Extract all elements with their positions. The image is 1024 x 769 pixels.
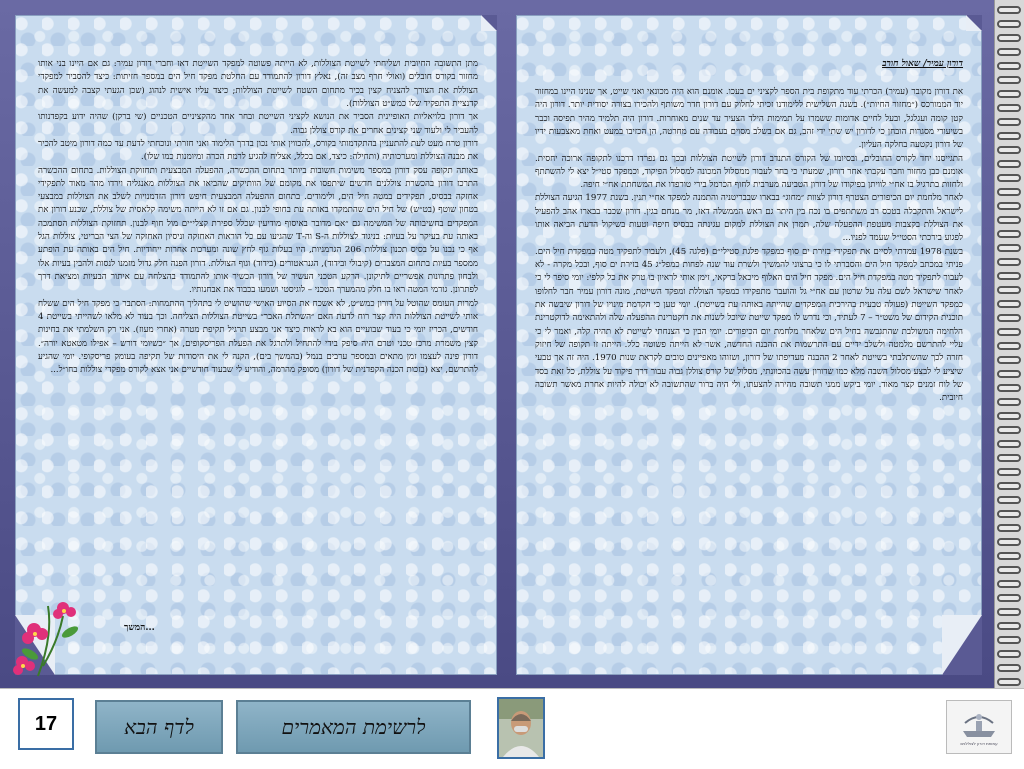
spiral-ring [997,188,1021,196]
right-page-text [535,58,963,598]
spiral-ring [997,230,1021,238]
spiral-ring [997,20,1021,28]
spiral-ring [997,454,1021,462]
navy-association-logo-icon[interactable] [946,700,1012,754]
spiral-ring [997,48,1021,56]
spiral-ring [997,160,1021,168]
spiral-ring [997,202,1021,210]
flowers-icon [8,596,88,680]
article-byline: דורון עמיר/ שאול חורב [882,59,963,69]
page-corner-fold [942,615,982,675]
spiral-ring [997,216,1021,224]
spiral-ring [997,468,1021,476]
spiral-ring [997,412,1021,420]
article-list-button[interactable]: לרשימת המאמרים [236,700,471,754]
spiral-ring [997,6,1021,14]
spiral-ring [997,258,1021,266]
paragraph: בשנת 1978 עמדתי לסיים את תפקידי בזירת ים סוף כמפקד פלגת סטילי״ם (פלגה 45), ולעבור לתפקיד מטה במפקדת חיל הים. פניתי במכתב למפקד חיל הים והסברתי לו כי ברצוני להמשיך ולשרת עוד שנה לפחות כמפל״ג 45 בזירת ים סוף, ובכל מקרה - לא לעבור לתפקיד מטה במפקדת חיל הים. מפקד חיל הים האלוף מיכאל ברקאי, זימן אותי לראיון בו טרק את כל קלפי: יומי סיפר לי כי לאחר שישראל לשם עלה על שרטון עם אח״י גל והועבר מתפקידו כמפקד הצוללת ומפקד השייטת, מונה דורון עמיר חבר לחלופו כמפקד השייטת (פעולה טבעית בהירכית המפקדים שהייתה באותה עת בשייטת). יומי טען כי הקדמת מינויו של דורון שיבשה את תוכנית הקידום של משט״ר – 7 לעתיד, וכי נדרש לו מפקד שייטת שיוכל לשנות את דוקטרינת ההפעלה שלה ולהתאימה לדוקטרינת הלחימה המשולבת שהתגבשה בחיל הים שלאחר מלחמת יום הכיפורים. יומי הבין כי הצנחתי לשייטת לא תהיה קלה, ואמר לי כי עליי להתרשם מלמטה ולשלב ידיים עם התרשמות את ההבנה החדשה, אשר לא הייתה פשוטה כלל. הייתה זו תקופה של חיזוק חזרה לכך שהשתלבתי בשייטת לאחר 2 ההבנה מעדיפתו של דורון, ושזוהו מאפיינים טובים לקראת שנות 1970. היה זה אך טבעי שיציע לי לבצע מסלול השבה מלא כמו שדורון עשה בהכוונתי, מסלול של קורס צוללן גבוה עבור דרך פיקוד על צוללת, כל זאת בסד של לוח זמנים קצר מאוד. יומי ביקש ממני תשובה מהירה להצעתו, ולי היה ברור שהתשובה לא יכולה להיות אחרת מאשר תשובה חיובית. [535,246,963,404]
spiral-ring [997,76,1021,84]
spiral-ring [997,328,1021,336]
paragraph: מתן התשובה החיובית ושליחתי לשייטת הצוללות, לא הייתה פשוטה למפקד השייטת דאז וחברי דורון עמיר: גם אם היינו בני אותו מחזור בקורס חובלים (ואולי חרף מצב זה), נאלץ דורון להתמודד עם החלטת מפקד חיל הים במספר חזיתות: כיצד להסביר למפקדי הצוללת את הצורך להצניח קצין בכיר מתחום השטח לשייטת הצוללות; כיצד עליו אישית לנהוג (שכן הגעתי קצבה למעשה את קדנציית התפקיד שלו כמש״ט הצוללות). [38,59,478,109]
spiral-ring [997,118,1021,126]
spiral-ring [997,524,1021,532]
spiral-ring [997,146,1021,154]
spiral-ring [997,538,1021,546]
spiral-ring [997,300,1021,308]
spiral-ring [997,104,1021,112]
left-page-text [38,58,478,593]
spiral-ring [997,34,1021,42]
spiral-ring [997,664,1021,672]
spiral-ring [997,440,1021,448]
next-page-button[interactable]: לדף הבא [95,700,223,754]
spiral-ring [997,90,1021,98]
paragraph: אך דורון בלויאליות האופיינית הסביר את הנושא לקציני השייטת ובחר אחד מהקציניים הטכניים (שי ברקן) שהיה ידוע בקפדנותו להעביר לי ולעוד שני קצינים אחרים את קורס צוללן גבוה. [38,112,478,136]
spiral-ring [997,608,1021,616]
spiral-ring [997,566,1021,574]
spiral-ring [997,174,1021,182]
spiral-binding [994,0,1024,688]
paragraph: התגייסנו יחד לקורס החובלים, ובסיומו של הקורס התנדב דורון לשייטת הצוללות ובכך גם נפרדו דרכנו לתקופה ארוכה יחסית. אומנם כבן מחזור וחבר עקבתי אחר דורון, שמעתי כי בחר לעבור ממסלול המכונה למסלול הפיקוד, וכמפקד סטי״ל יצא לי להשתתף ולחזות בתרגיל בו אח״י לוויתן בפיקודו של דורון הטביעה מערבית לחוף הכרמל בירי טורפדו את המשחתת אח״י חיפה. [535,153,963,191]
paragraph: דורון טרח מעט לעת להתעניין בהתקדמותי בקורס, להכווין אותי נכון בדרך הלימוד ואני חזרתי ונוכחתי לדעת עד כמה דורון מיטב להכיר את מבנה הצוללת ומערכותיה (ותחילה: כיצד, אם בכלל, אצליח להגיע לרמת הכרה ומיומנות כמו שלו). [38,138,478,163]
spiral-ring [997,650,1021,658]
paragraph: באותה תקופה עסק דורון במספר משימות חשובות ביותר בתחום ההכשרה, ההפעלה המבצעית ותחזוקת הצוללות. בתחום ההכשרה התרכז דורון בהכשרת צוללנים חדשים שיתפסו את מקומם של הוותיקים שהביאו את הצוללות מאנגליה וירדו מהר מאוד לתפקידי אחזקה בבסיס, תפקידים במטה חיל הים, ולימודים. בתחום ההפעלה המבצעית חיפש דורון הזדמנויות לשלב את הצוללות במבצעי בטחון שוטף (בט״ש) של חיל הים שהתמקדו באותה עת בחופי לבנון. גם אם זו לא הייתה משימה קלאסית של צוללת, שכנע דורון את המפקדים בחשיבותה של המשימה גם ״אם מדובר באיסוף מודיעין שכלל ספירת קצלי״ים מול חוף לבנון. תחזוקת הצוללות הסתמכה באותה עת בעיקר על בעיות: בניגוד לצוללות ה-S וה-T שהגיעו עם כל הוראות האחזקה וניסיון האחזקה של הצי הבריטי, צוללות הגל אף כי נבנו על בסיס תכנון צוללות 206 הגרמניות, היו בעלות גוף לחץ שונה ומערכות אחרות ייחודיות. חיל הים באותה עת הופתע ממספר בעיות בתחום המצברים (קיבולי ובידוד), הגנראטורים (בידוד) וגוף הצוללת. דורון הפנה חלק גדול מזמנו לנסות ולהבין בעיות אלו ולבחון פתרונות אפשריים לתיקונן. הרקע הטכני העשיר של דורון הכשיר אותו להתמודד בהצלחה עם איתור הבעיות ומציאת דרך לפתרונן. גורמי המטה ראו בו חלק מהמערך הטכני – לוגיסטי ושמעו בכבוד את אבחנותיו. [38,165,478,296]
page-number: 17 [18,698,74,750]
paragraph: לאחר מלחמת יום הכיפורים הצטרף דורון לצוות ״מחוג״ בבארו שבבריטניה והתמנה למפקד אח״י תנין. בשנת 1977 הגיעה הצוללת לישראל והתקבלה בטכס רב משתתפים בו נכח בין היתר גם ראש הממשלה דאז, מר מנחם בגין. דורון שכבר בבארו אהב להפעיל את הצוללת בקצבות מעטפת ההפעלה שלה, תמרן את הצוללת למקום עגינתה בבסיס חיפה וטעות בשיקול הדעת הביאה אותו לפגוע בירכתי הסטי״ל שעמד לפניו... [535,193,963,244]
spiral-ring [997,594,1021,602]
page-corner-fold [966,15,982,31]
spiral-ring [997,342,1021,350]
spiral-ring [997,636,1021,644]
logo-caption: עמותת דורון לצוללנים [960,740,998,746]
portrait-photo-icon [497,697,545,759]
continue-label: המשך... [124,623,155,633]
spiral-ring [997,398,1021,406]
spiral-ring [997,510,1021,518]
spiral-ring [997,482,1021,490]
right-page [516,15,982,675]
paragraph: את דורון מקובר (עמיר) הכרתי עוד מתקופת בית הספר לקציני ים בעכו. אומנם הוא היה מכונאי ואני שייט, אך שנינו היינו במחזור יוד הממורכס (״מחזור החיות״). בשנה השלישית ללימודנו זכיתי לחלוק עם דורון חדר משותף ולהכירו בצורה יסודית יותר. דורון היה קטן קומה ועגלגל, ובעל לחיים אדומות ששמרו על תמימות הילד הצעיר עד שנים מאוחרות. דורון היה תלמיד מהיר תפיסה וכבר בשיעורי מסגרות הובחן כי לדורון יש שתי ידי זהב, גם אם בשלב מסוים בעבודה עם מחרטה, הן הכזיבו במעט ואחת מאצבעות ידיו של דורון נקטעה בחלקה העליון. [535,86,963,151]
spiral-ring [997,580,1021,588]
spiral-ring [997,622,1021,630]
spiral-ring [997,426,1021,434]
left-page [15,15,497,675]
spiral-ring [997,678,1021,686]
spiral-ring [997,370,1021,378]
spiral-ring [997,62,1021,70]
spiral-ring [997,272,1021,280]
paragraph: למרות העומס שהוטל על דורון כמש״ט, לא אשכח את הסיוע האישי שהושיט לי בתהליך ההתמחות: הסתבר כי מפקד חיל הים ששלח אותי לשייטת הצוללות היה קצר רוח לדעת האם ״השתלת האבר״ בשייטת הצוללות הצליחה. וכך בעוד לא מלאו לשהייתי בשייטת 4 חודשים, הכריז יומי כי בעוד שבועיים הוא בא לראות כיצד אני מבצע תרגיל תקיפת מטרה (אחרי מעוז). אני רק השלמתי את בחינות קצין משמרת מרכז טכני וטרם היה סיפק בידי להתחיל ולתרגל את הפעלת הפריסקופים, אך ״כשיומי דורש – אפילו מטאטא יורה״. דורון פינה לעצמו זמן מתאים ובמספר ערבים בנמל (בהמשך בים), הקנה לי את היסודות של תקיפה בעומק פריסקופי. יומי שהגיע להתרשם, יצא (בזכות הכנה הקפדנית של דורון) מסופק מהרמה, והודיע לי שבעוד חודשיים אני אצא לקורס מפקדי צוללות בחו״ל... [38,298,478,376]
spiral-ring [997,384,1021,392]
spiral-ring [997,496,1021,504]
spiral-ring [997,286,1021,294]
spiral-ring [997,356,1021,364]
spiral-ring [997,314,1021,322]
page-corner-fold [481,15,497,31]
spiral-ring [997,244,1021,252]
spiral-ring [997,132,1021,140]
spiral-ring [997,552,1021,560]
